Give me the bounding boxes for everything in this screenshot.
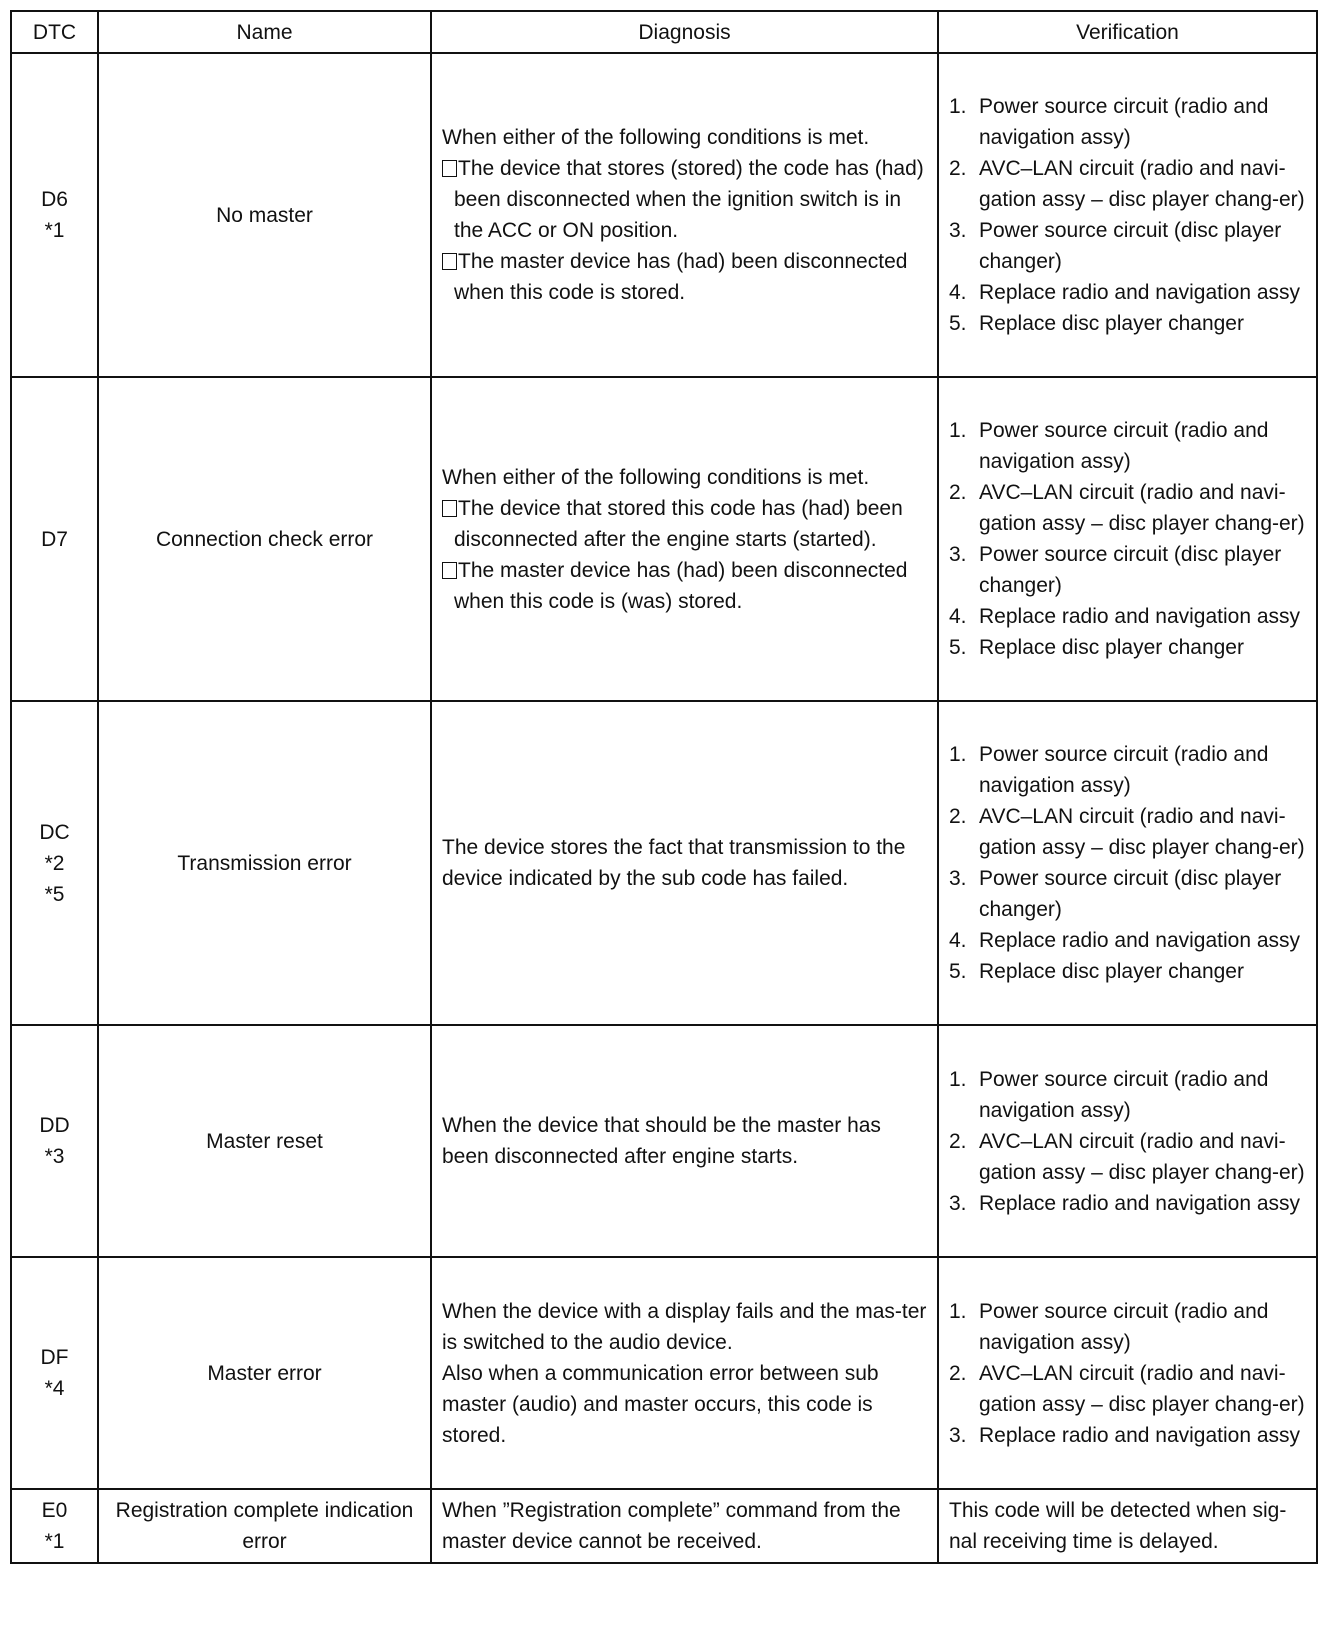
dtc-footnote: *5	[44, 882, 65, 906]
diagnosis-text: When the device with a display fails and the mas-ter is switched to the audio device.	[442, 1299, 927, 1354]
header-verification: Verification	[938, 11, 1317, 53]
dtc-code: D7	[41, 527, 68, 551]
dtc-code: DC	[39, 820, 70, 844]
verification-step: 2. AVC–LAN circuit (radio and navi-gation assy – disc player chang-er)	[949, 1129, 1305, 1184]
verification-step: 1. Power source circuit (radio and navigation assy)	[949, 1299, 1269, 1354]
verification-list	[949, 1296, 1306, 1451]
verification-cell	[938, 1489, 1317, 1563]
dtc-code: DD	[39, 1114, 70, 1137]
table-row	[11, 1489, 1317, 1563]
header-row	[11, 11, 1317, 53]
dtc-footnote: *4	[44, 1377, 65, 1400]
verification-cell	[938, 53, 1317, 377]
verification-step: 2. AVC–LAN circuit (radio and navi-gation assy – disc player chang-er)	[949, 1361, 1305, 1416]
header-dtc: DTC	[11, 11, 98, 53]
checkbox-icon	[442, 500, 457, 517]
dtc-code: D6	[41, 188, 68, 211]
verification-cell	[938, 377, 1317, 701]
dtc-name: Registration complete indication error	[98, 1489, 431, 1563]
dtc-name: Connection check error	[98, 377, 431, 701]
verification-step: 2. AVC–LAN circuit (radio and navi-gation assy – disc player chang-er)	[949, 157, 1305, 211]
verification-step: 3. Power source circuit (disc player changer)	[949, 219, 1282, 273]
dtc-footnote: *2	[44, 851, 65, 875]
verification-list	[949, 91, 1306, 339]
header-diagnosis: Diagnosis	[431, 11, 938, 53]
diagnosis-text-extra: Also when a communication error between sub master (audio) and master occurs, this code is stored.	[442, 1361, 879, 1447]
dtc-cell	[11, 377, 98, 701]
table-row	[11, 377, 1317, 701]
dtc-table	[10, 10, 1318, 1564]
checkbox-icon	[442, 160, 457, 177]
dtc-cell	[11, 701, 98, 1025]
checkbox-icon	[442, 562, 457, 579]
verification-step: 1. Power source circuit (radio and navigation assy)	[949, 419, 1269, 473]
diagnosis-cell	[431, 1489, 938, 1563]
verification-step: 2. AVC–LAN circuit (radio and navi-gation assy – disc player chang-er)	[949, 805, 1305, 859]
verification-cell	[938, 1257, 1317, 1489]
diagnosis-cell	[431, 377, 938, 701]
table-row	[11, 53, 1317, 377]
diagnosis-text: The device stores the fact that transmission to the device indicated by the sub code has failed.	[442, 836, 906, 890]
verification-step: 3. Replace radio and navigation assy	[949, 1191, 1301, 1215]
verification-step: 1. Power source circuit (radio and navigation assy)	[949, 743, 1269, 797]
dtc-name: Transmission error	[98, 701, 431, 1025]
verification-step: 3. Power source circuit (disc player changer)	[949, 543, 1282, 597]
dtc-name: Master error	[98, 1257, 431, 1489]
table-row	[11, 701, 1317, 1025]
diagnosis-text: When the device that should be the master has been disconnected after engine starts.	[442, 1114, 881, 1168]
verification-cell	[938, 1025, 1317, 1257]
checkbox-icon	[442, 253, 457, 270]
dtc-code: DF	[40, 1346, 69, 1369]
diagnosis-text: When ”Registration complete” command from the master device cannot be received.	[442, 1499, 901, 1553]
verification-step: 2. AVC–LAN circuit (radio and navi-gation assy – disc player chang-er)	[949, 481, 1305, 535]
dtc-code: E0	[41, 1499, 68, 1522]
verification-step: 3. Replace radio and navigation assy	[949, 1423, 1301, 1447]
diagnosis-condition: The master device has (had) been disconnected when this code is (was) stored.	[442, 555, 927, 617]
dtc-cell	[11, 53, 98, 377]
verification-text: This code will be detected when sig-nal receiving time is delayed.	[949, 1499, 1287, 1553]
verification-step: 4. Replace radio and navigation assy	[949, 929, 1301, 952]
dtc-cell	[11, 1257, 98, 1489]
dtc-name: No master	[98, 53, 431, 377]
diagnosis-cell	[431, 1257, 938, 1489]
diagnosis-cell	[431, 701, 938, 1025]
verification-step: 4. Replace radio and navigation assy	[949, 281, 1301, 304]
dtc-footnote: *1	[44, 219, 65, 242]
verification-step: 1. Power source circuit (radio and navigation assy)	[949, 1067, 1269, 1122]
diagnosis-condition: The device that stored this code has (had) been disconnected after the engine starts (started).	[442, 493, 927, 555]
verification-step: 1. Power source circuit (radio and navigation assy)	[949, 95, 1269, 149]
dtc-cell	[11, 1025, 98, 1257]
dtc-cell	[11, 1489, 98, 1563]
diagnosis-text: When either of the following conditions is met.	[442, 126, 870, 149]
diagnosis-cell	[431, 53, 938, 377]
diagnosis-cell	[431, 1025, 938, 1257]
verification-list	[949, 1064, 1306, 1219]
diagnosis-condition: The master device has (had) been disconnected when this code is stored.	[442, 246, 927, 308]
verification-list	[949, 415, 1306, 663]
dtc-footnote: *3	[44, 1145, 65, 1168]
verification-step: 5. Replace disc player changer	[949, 636, 1244, 659]
verification-step: 3. Power source circuit (disc player changer)	[949, 867, 1282, 921]
header-name: Name	[98, 11, 431, 53]
dtc-footnote: *1	[44, 1530, 65, 1553]
diagnosis-text: When either of the following conditions is met.	[442, 465, 870, 489]
verification-list	[949, 739, 1306, 987]
verification-step: 5. Replace disc player changer	[949, 960, 1244, 983]
diagnosis-condition: The device that stores (stored) the code has (had) been disconnected when the ignition switch is in the ACC or ON position.	[442, 153, 927, 246]
dtc-name: Master reset	[98, 1025, 431, 1257]
table-row	[11, 1025, 1317, 1257]
verification-step: 4. Replace radio and navigation assy	[949, 605, 1301, 628]
verification-cell	[938, 701, 1317, 1025]
verification-step: 5. Replace disc player changer	[949, 312, 1244, 335]
table-row	[11, 1257, 1317, 1489]
